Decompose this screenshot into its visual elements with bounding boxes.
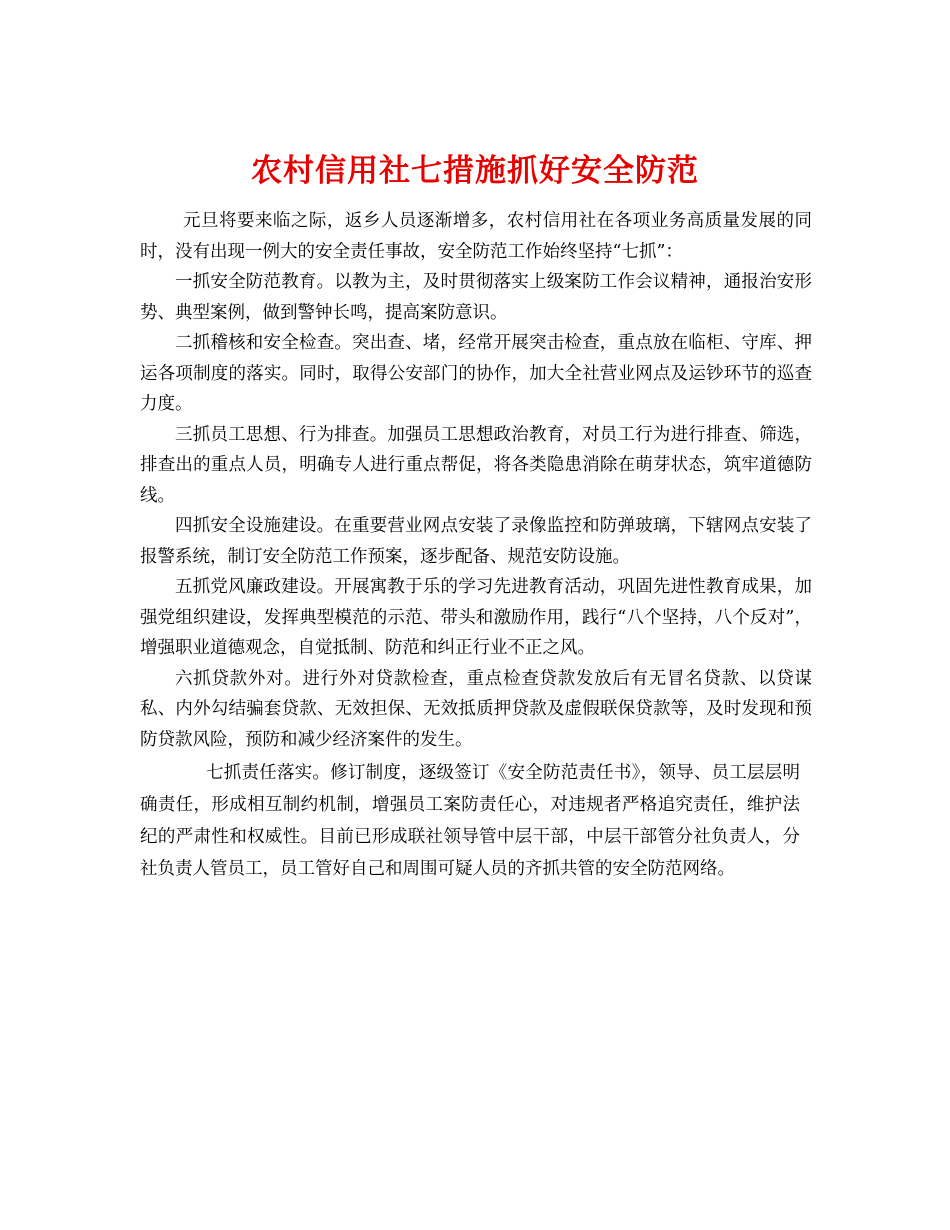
paragraph-5: 五抓党风廉政建设。开展寓教于乐的学习先进教育活动，巩固先进性教育成果，加强党组织建设，发挥典型模范的示范、带头和激励作用，践行“八个坚持，八个反对”，增强职业道德观念，自觉抵制、防范和纠正行业不正之风。: [140, 577, 812, 658]
page-title: 农村信用社七措施抓好安全防范: [251, 152, 699, 189]
article-body: [140, 206, 812, 885]
paragraph-1: 一抓安全防范教育。以教为主，及时贯彻落实上级案防工作会议精神，通报治安形势、典型案例，做到警钟长鸣，提高案防意识。: [140, 272, 812, 323]
paragraph-3: 三抓员工思想、行为排查。加强员工思想政治教育，对员工行为进行排查、筛选，排查出的重点人员，明确专人进行重点帮促，将各类隐患消除在萌芽状态，筑牢道德防线。: [140, 424, 812, 506]
paragraph-7: 七抓责任落实。修订制度，逐级签订《安全防范责任书》，领导、员工层层明确责任，形成相互制约机制，增强员工案防责任心，对违规者严格追究责任，维护法纪的严肃性和权威性。目前已形成联社领导管中层干部，中层干部管分社负责人，分社负责人管员工，员工管好自己和周围可疑人员的齐抓共管的安全防范网络。: [140, 763, 800, 879]
paragraph-6: 六抓贷款外对。进行外对贷款检查，重点检查贷款发放后有无冒名贷款、以贷谋私、内外勾结骗套贷款、无效担保、无效抵质押贷款及虚假联保贷款等，及时发现和预防贷款风险，预防和减少经济案件的发生。: [140, 668, 812, 750]
paragraph-4: 四抓安全设施建设。在重要营业网点安装了录像监控和防弹玻璃，下辖网点安装了报警系统，制订安全防范工作预案，逐步配备、规范安防设施。: [140, 516, 812, 567]
paragraph-2: 二抓稽核和安全检查。突出查、堵，经常开展突击检查，重点放在临柜、守库、押运各项制度的落实。同时，取得公安部门的协作，加大全社营业网点及运钞环节的巡查力度。: [140, 333, 812, 414]
paragraph-intro: 元旦将要来临之际，返乡人员逐渐增多，农村信用社在各项业务高质量发展的同时，没有出现一例大的安全责任事故，安全防范工作始终坚持“七抓”：: [140, 211, 812, 262]
